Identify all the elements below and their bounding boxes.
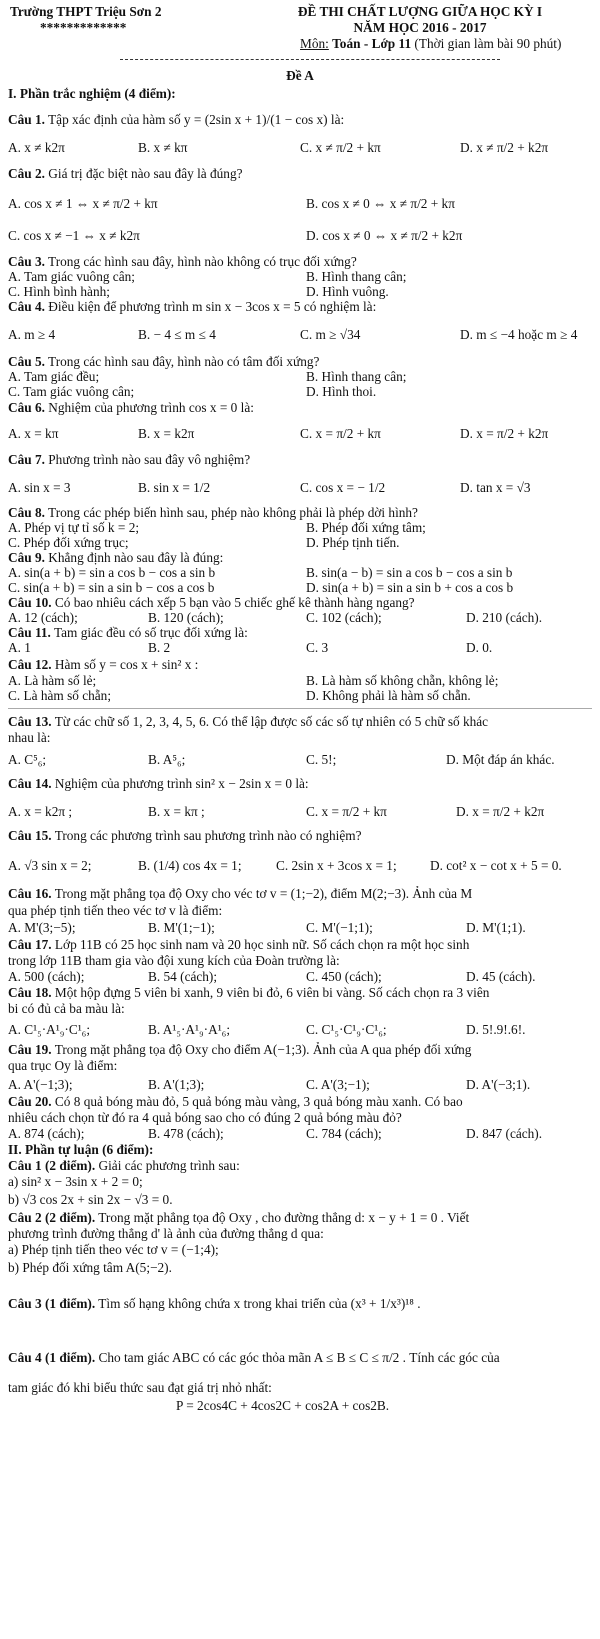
question-20	[8, 1094, 463, 1110]
subject-prefix: Môn:	[300, 36, 329, 51]
q18-option-c: C. C¹₅·C¹₉·C¹₆;	[306, 1022, 387, 1037]
question-17	[8, 937, 469, 953]
essay-4	[8, 1350, 500, 1366]
q17-option-b: B. 54 (cách);	[148, 969, 218, 984]
q11-option-a: A. 1	[8, 640, 31, 655]
q8-option-a: A. Phép vị tự tỉ số k = 2;	[8, 520, 140, 535]
q7-option-c: C. cos x = − 1/2	[300, 480, 386, 495]
q6-label: Câu 6.	[8, 400, 45, 415]
q16-option-d: D. M'(1;1).	[466, 920, 526, 935]
question-13	[8, 714, 488, 730]
q19-option-d: D. A'(−3;1).	[466, 1077, 531, 1092]
q2-option-b: B. cos x ≠ 0 ⇔ x ≠ π/2 + kπ	[306, 196, 455, 211]
q6-option-a: A. x = kπ	[8, 426, 59, 441]
q19-option-b: B. A'(1;3);	[148, 1077, 205, 1092]
question-3	[8, 254, 357, 270]
q1-option-d: D. x ≠ π/2 + k2π	[460, 140, 549, 155]
q12-option-a: A. Là hàm số lẻ;	[8, 673, 97, 688]
q9-option-b: B. sin(a − b) = sin a cos b − cos a sin b	[306, 565, 513, 580]
q5-text: Trong các hình sau đây, hình nào có tâm đối xứng?	[48, 354, 320, 369]
school-name: Trường THPT Triệu Sơn 2	[10, 4, 162, 19]
q1-option-b: B. x ≠ kπ	[138, 140, 188, 155]
question-6	[8, 400, 254, 416]
q14-option-b: B. x = kπ ;	[148, 804, 205, 819]
q10-option-b: B. 120 (cách);	[148, 610, 224, 625]
q3-option-b: B. Hình thang cân;	[306, 269, 407, 284]
q13-label: Câu 13.	[8, 714, 52, 729]
q11-option-d: D. 0.	[466, 640, 493, 655]
question-2	[8, 166, 243, 182]
q7-label: Câu 7.	[8, 452, 45, 467]
q4-text: Điều kiện để phương trình m sin x − 3cos x = 5 có nghiệm là:	[48, 299, 377, 314]
school-stars: *************	[40, 20, 127, 35]
q14-option-a: A. x = k2π ;	[8, 804, 73, 819]
q19-option-c: C. A'(3;−1);	[306, 1077, 370, 1092]
q1-text: Tập xác định của hàm số y = (2sin x + 1)/(1 − cos x) là:	[48, 112, 345, 127]
q7-text: Phương trình nào sau đây vô nghiệm?	[48, 452, 251, 467]
q8-label: Câu 8.	[8, 505, 45, 520]
q6-option-c: C. x = π/2 + kπ	[300, 426, 381, 441]
question-15	[8, 828, 362, 844]
q12-option-d: D. Không phải là hàm số chẵn.	[306, 688, 471, 703]
e2-part-a: a) Phép tịnh tiến theo véc tơ v = (−1;4);	[8, 1242, 219, 1257]
q13-option-a: A. C⁵₆;	[8, 752, 47, 767]
q3-option-d: D. Hình vuông.	[306, 284, 389, 299]
e4-text-1: Cho tam giác ABC có các góc thỏa mãn A ≤ B ≤ C ≤ π/2 . Tính các góc của	[98, 1350, 500, 1365]
essay-2	[8, 1210, 469, 1226]
q20-text-1: Có 8 quả bóng màu đỏ, 5 quả bóng màu vàng, 3 quả bóng màu xanh. Có bao	[54, 1094, 463, 1109]
q2-label: Câu 2.	[8, 166, 45, 181]
q3-text: Trong các hình sau đây, hình nào không có trục đối xứng?	[48, 254, 357, 269]
e3-label: Câu 3 (1 điểm).	[8, 1296, 96, 1311]
q11-label: Câu 11.	[8, 625, 51, 640]
q13-option-c: C. 5!;	[306, 752, 337, 767]
q9-label: Câu 9.	[8, 550, 45, 565]
q19-text-1: Trong mặt phẳng tọa độ Oxy cho điểm A(−1;3). Ảnh của A qua phép đối xứng	[54, 1042, 472, 1057]
q5-option-d: D. Hình thoi.	[306, 384, 377, 399]
section-2-title: II. Phần tự luận (6 điểm):	[8, 1142, 154, 1157]
exam-title: ĐỀ THI CHẤT LƯỢNG GIỮA HỌC KỲ I	[297, 4, 543, 19]
question-5	[8, 354, 319, 370]
e1-part-b: b) √3 cos 2x + sin 2x − √3 = 0.	[8, 1192, 173, 1207]
q17-label: Câu 17.	[8, 937, 52, 952]
q12-label: Câu 12.	[8, 657, 52, 672]
question-18	[8, 985, 489, 1001]
q20-option-d: D. 847 (cách).	[466, 1126, 543, 1141]
q12-option-b: B. Là hàm số không chẵn, không lẻ;	[306, 673, 499, 688]
q4-option-b: B. − 4 ≤ m ≤ 4	[138, 327, 216, 342]
q10-option-c: C. 102 (cách);	[306, 610, 382, 625]
q6-option-d: D. x = π/2 + k2π	[460, 426, 549, 441]
q1-option-c: C. x ≠ π/2 + kπ	[300, 140, 381, 155]
e1-part-a: a) sin² x − 3sin x + 2 = 0;	[8, 1174, 143, 1189]
q18-option-b: B. A¹₅·A¹₉·A¹₆;	[148, 1022, 231, 1037]
q2-text: Giá trị đặc biệt nào sau đây là đúng?	[48, 166, 243, 181]
question-16	[8, 886, 472, 902]
question-19	[8, 1042, 471, 1058]
q17-option-c: C. 450 (cách);	[306, 969, 382, 984]
q10-text: Có bao nhiêu cách xếp 5 bạn vào 5 chiếc ghế kê thành hàng ngang?	[54, 595, 415, 610]
q6-text: Nghiệm của phương trình cos x = 0 là:	[48, 400, 254, 415]
q9-text: Khẳng định nào sau đây là đúng:	[48, 550, 224, 565]
question-11	[8, 625, 248, 641]
q20-option-c: C. 784 (cách);	[306, 1126, 382, 1141]
q13-option-d: D. Một đáp án khác.	[446, 752, 555, 767]
essay-1	[8, 1158, 240, 1174]
e1-text: Giải các phương trình sau:	[98, 1158, 240, 1173]
q16-option-a: A. M'(3;−5);	[8, 920, 76, 935]
q5-option-a: A. Tam giác đều;	[8, 369, 100, 384]
exam-subject-line	[300, 36, 561, 52]
question-10	[8, 595, 415, 611]
header-divider	[120, 59, 500, 60]
section-1-title: I. Phần trắc nghiệm (4 điểm):	[8, 86, 176, 101]
q15-label: Câu 15.	[8, 828, 52, 843]
q14-option-c: C. x = π/2 + kπ	[306, 804, 387, 819]
q8-text: Trong các phép biến hình sau, phép nào không phải là phép dời hình?	[48, 505, 418, 520]
q15-option-b: B. (1/4) cos 4x = 1;	[138, 858, 242, 873]
e3-text: Tìm số hạng không chứa x trong khai triển của (x³ + 1/x³)¹⁸ .	[98, 1296, 421, 1311]
q3-option-a: A. Tam giác vuông cân;	[8, 269, 135, 284]
q8-option-d: D. Phép tịnh tiến.	[306, 535, 400, 550]
e4-text-2: tam giác đó khi biểu thức sau đạt giá trị nhỏ nhất:	[8, 1380, 272, 1395]
subject-name: Toán - Lớp 11	[332, 36, 412, 51]
q14-text: Nghiệm của phương trình sin² x − 2sin x = 0 là:	[54, 776, 309, 791]
q14-label: Câu 14.	[8, 776, 52, 791]
q6-option-b: B. x = k2π	[138, 426, 195, 441]
q5-label: Câu 5.	[8, 354, 45, 369]
q9-option-a: A. sin(a + b) = sin a cos b − cos a sin b	[8, 565, 216, 580]
q5-option-b: B. Hình thang cân;	[306, 369, 407, 384]
q10-option-d: D. 210 (cách).	[466, 610, 543, 625]
e2-text-1: Trong mặt phẳng tọa độ Oxy , cho đường thẳng d: x − y + 1 = 0 . Viết	[98, 1210, 470, 1225]
q18-label: Câu 18.	[8, 985, 52, 1000]
q4-label: Câu 4.	[8, 299, 45, 314]
q15-option-a: A. √3 sin x = 2;	[8, 858, 92, 873]
q12-option-c: C. Là hàm số chẵn;	[8, 688, 112, 703]
q16-text-2: qua phép tịnh tiến theo véc tơ v là điểm:	[8, 903, 223, 918]
q17-text-1: Lớp 11B có 25 học sinh nam và 20 học sinh nữ. Số cách chọn ra một học sinh	[54, 937, 470, 952]
q9-option-d: D. sin(a + b) = sin a sin b + cos a cos b	[306, 580, 514, 595]
q20-option-b: B. 478 (cách);	[148, 1126, 224, 1141]
q18-option-d: D. 5!.9!.6!.	[466, 1022, 526, 1037]
q2-option-a: A. cos x ≠ 1 ⇔ x ≠ π/2 + kπ	[8, 196, 158, 211]
q20-text-2: nhiêu cách chọn từ đó ra 4 quả bóng sao cho có đúng 2 quả bóng màu đỏ?	[8, 1110, 402, 1125]
question-4	[8, 299, 376, 315]
q2-option-d: D. cos x ≠ 0 ⇔ x ≠ π/2 + k2π	[306, 228, 463, 243]
question-9	[8, 550, 223, 566]
q20-option-a: A. 874 (cách);	[8, 1126, 85, 1141]
question-1	[8, 112, 344, 128]
section-separator	[8, 708, 592, 709]
e2-part-b: b) Phép đối xứng tâm A(5;−2).	[8, 1260, 172, 1275]
q16-text-1: Trong mặt phẳng tọa độ Oxy cho véc tơ v = (1;−2), điểm M(2;−3). Ảnh của M	[54, 886, 473, 901]
q8-option-c: C. Phép đối xứng trục;	[8, 535, 129, 550]
q11-option-c: C. 3	[306, 640, 329, 655]
q7-option-d: D. tan x = √3	[460, 480, 531, 495]
q3-label: Câu 3.	[8, 254, 45, 269]
q14-option-d: D. x = π/2 + k2π	[456, 804, 545, 819]
question-12	[8, 657, 198, 673]
exam-year: NĂM HỌC 2016 - 2017	[353, 20, 487, 35]
q19-option-a: A. A'(−1;3);	[8, 1077, 73, 1092]
q10-option-a: A. 12 (cách);	[8, 610, 78, 625]
q17-option-d: D. 45 (cách).	[466, 969, 536, 984]
q13-text-1: Từ các chữ số 1, 2, 3, 4, 5, 6. Có thể lập được số các số tự nhiên có 5 chữ số khác	[54, 714, 489, 729]
q11-text: Tam giác đều có số trục đối xứng là:	[53, 625, 248, 640]
q1-label: Câu 1.	[8, 112, 45, 127]
e4-formula: P = 2cos4C + 4cos2C + cos2A + cos2B.	[176, 1398, 390, 1413]
e1-label: Câu 1 (2 điểm).	[8, 1158, 96, 1173]
q16-option-b: B. M'(1;−1);	[148, 920, 215, 935]
q17-option-a: A. 500 (cách);	[8, 969, 85, 984]
q7-option-b: B. sin x = 1/2	[138, 480, 211, 495]
q4-option-a: A. m ≥ 4	[8, 327, 56, 342]
q13-text-2: nhau là:	[8, 730, 51, 745]
q18-option-a: A. C¹₅·A¹₉·C¹₆;	[8, 1022, 91, 1037]
essay-3	[8, 1296, 421, 1312]
q18-text-2: bi có đủ cả ba màu là:	[8, 1001, 125, 1016]
q4-option-c: C. m ≥ √34	[300, 327, 361, 342]
q15-text: Trong các phương trình sau phương trình nào có nghiệm?	[54, 828, 362, 843]
q11-option-b: B. 2	[148, 640, 171, 655]
q8-option-b: B. Phép đối xứng tâm;	[306, 520, 426, 535]
q17-text-2: trong lớp 11B tham gia vào đội xung kích của Đoàn trường là:	[8, 953, 340, 968]
q7-option-a: A. sin x = 3	[8, 480, 71, 495]
q19-text-2: qua trục Oy là điểm:	[8, 1058, 118, 1073]
q2-option-c: C. cos x ≠ −1 ⇔ x ≠ k2π	[8, 228, 140, 243]
q9-option-c: C. sin(a + b) = sin a sin b − cos a cos b	[8, 580, 215, 595]
q19-label: Câu 19.	[8, 1042, 52, 1057]
q15-option-c: C. 2sin x + 3cos x = 1;	[276, 858, 397, 873]
q18-text-1: Một hộp đựng 5 viên bi xanh, 9 viên bi đỏ, 6 viên bi vàng. Số cách chọn ra 3 viên	[54, 985, 490, 1000]
q3-option-c: C. Hình bình hành;	[8, 284, 110, 299]
question-8	[8, 505, 418, 521]
q15-option-d: D. cot² x − cot x + 5 = 0.	[430, 858, 562, 873]
exam-code: Đề A	[286, 68, 314, 83]
question-14	[8, 776, 309, 792]
q10-label: Câu 10.	[8, 595, 52, 610]
q4-option-d: D. m ≤ −4 hoặc m ≥ 4	[460, 327, 578, 342]
question-7	[8, 452, 250, 468]
q16-option-c: C. M'(−1;1);	[306, 920, 373, 935]
q20-label: Câu 20.	[8, 1094, 52, 1109]
q12-text: Hàm số y = cos x + sin² x :	[54, 657, 199, 672]
e2-text-2: phương trình đường thẳng d' là ảnh của đường thẳng d qua:	[8, 1226, 324, 1241]
e4-label: Câu 4 (1 điểm).	[8, 1350, 96, 1365]
q1-option-a: A. x ≠ k2π	[8, 140, 65, 155]
exam-time: (Thời gian làm bài 90 phút)	[414, 36, 562, 51]
q13-option-b: B. A⁵₆;	[148, 752, 186, 767]
q5-option-c: C. Tam giác vuông cân;	[8, 384, 135, 399]
e2-label: Câu 2 (2 điểm).	[8, 1210, 96, 1225]
q16-label: Câu 16.	[8, 886, 52, 901]
